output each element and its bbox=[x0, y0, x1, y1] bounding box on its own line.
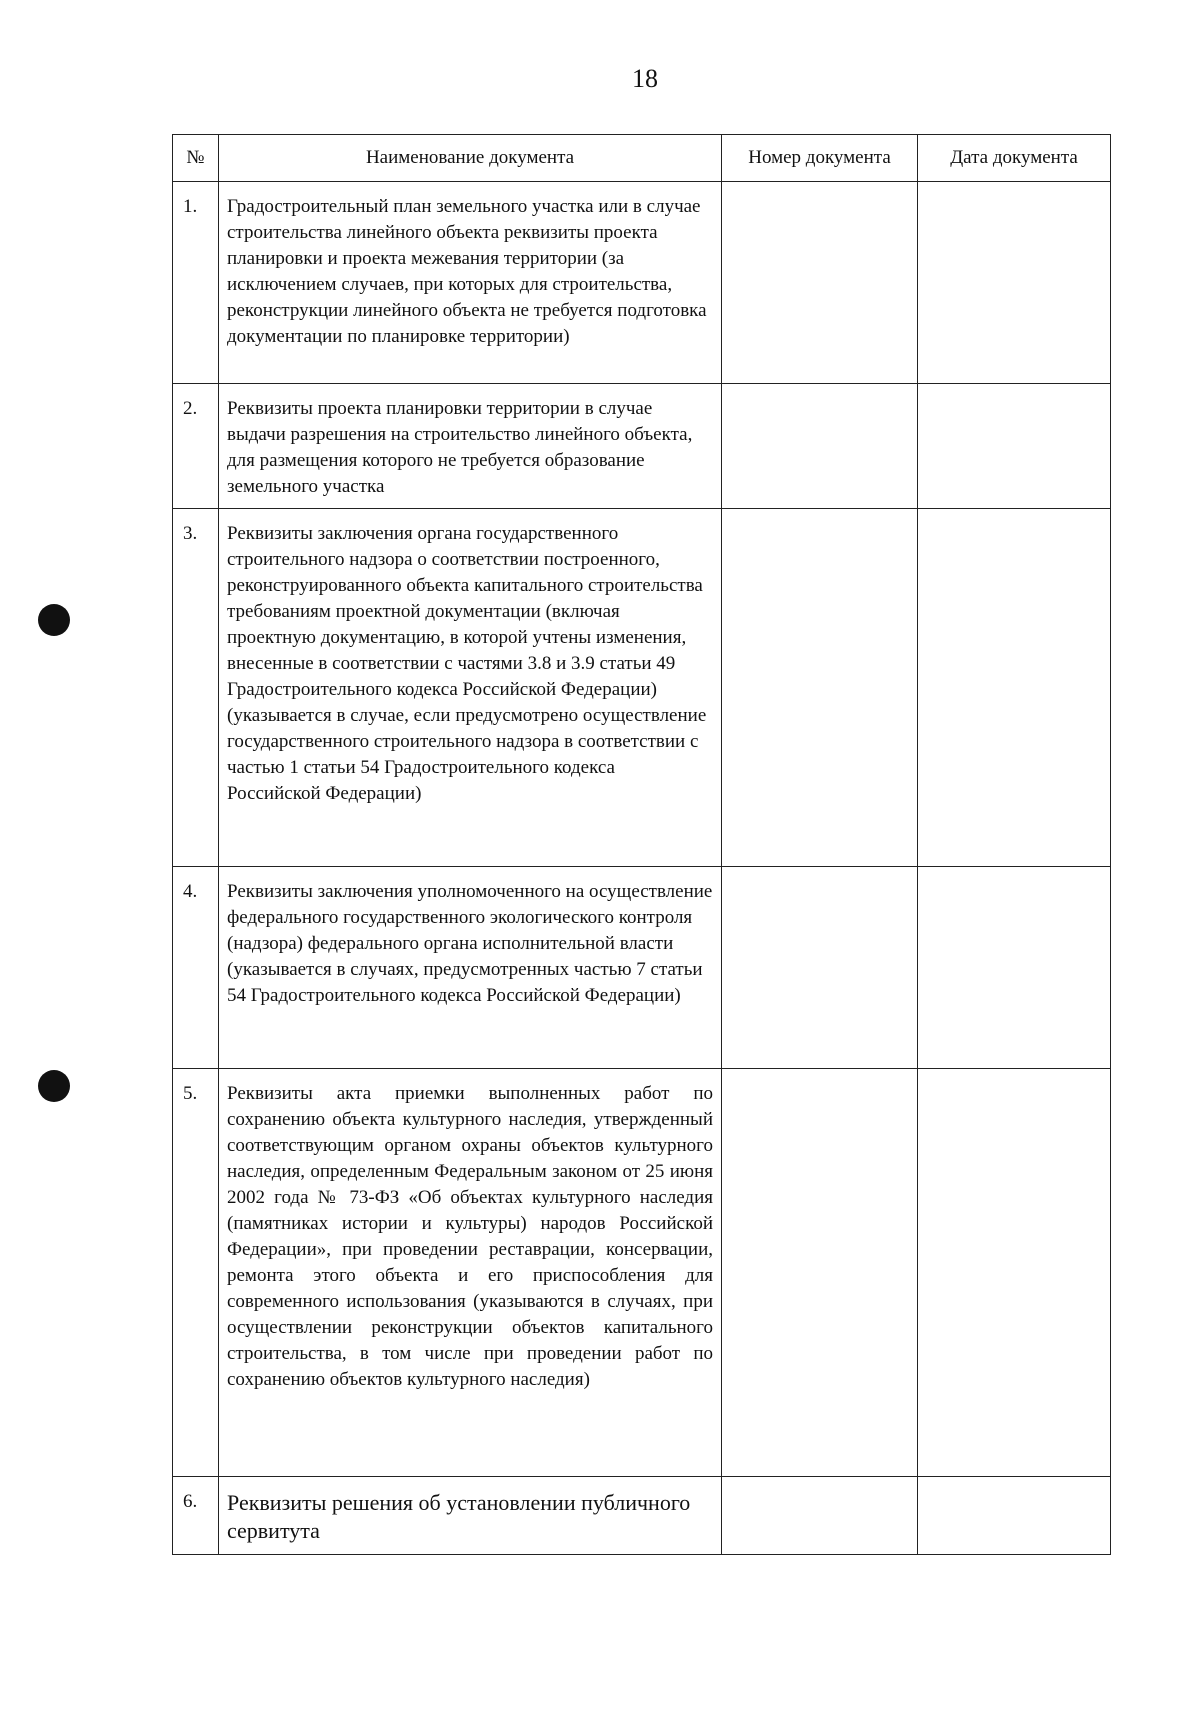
row-doc-number bbox=[722, 182, 918, 384]
table-header-row bbox=[173, 135, 1111, 182]
header-num: № bbox=[173, 135, 219, 182]
row-name: Реквизиты решения об установлении публичного сервитута bbox=[219, 1477, 722, 1555]
row-doc-number bbox=[722, 384, 918, 509]
documents-table bbox=[172, 134, 1111, 1555]
row-num: 1. bbox=[173, 182, 219, 384]
row-doc-date bbox=[918, 1477, 1111, 1555]
row-num: 2. bbox=[173, 384, 219, 509]
table-row bbox=[173, 384, 1111, 509]
row-name: Реквизиты заключения уполномоченного на осуществление федерального государственного экологического контроля (надзора) федерального органа исполнительной власти (указывается в случаях, предусмотренных частью 7 статьи 54 Градостроительного кодекса Российской Федерации) bbox=[219, 867, 722, 1069]
table-row bbox=[173, 867, 1111, 1069]
row-num: 4. bbox=[173, 867, 219, 1069]
row-doc-date bbox=[918, 182, 1111, 384]
row-name: Градостроительный план земельного участка или в случае строительства линейного объекта реквизиты проекта планировки и проекта межевания территории (за исключением случаев, при которых для строительства, реконструкции линейного объекта не требуется подготовка документации по планировке территории) bbox=[219, 182, 722, 384]
row-num: 3. bbox=[173, 509, 219, 867]
row-doc-number bbox=[722, 1477, 918, 1555]
table-row bbox=[173, 509, 1111, 867]
row-doc-date bbox=[918, 509, 1111, 867]
header-doc-date: Дата документа bbox=[918, 135, 1111, 182]
page-number: 18 bbox=[632, 64, 658, 93]
row-num: 6. bbox=[173, 1477, 219, 1555]
header-name: Наименование документа bbox=[219, 135, 722, 182]
row-name: Реквизиты акта приемки выполненных работ по сохранению объекта культурного наследия, утвержденный соответствующим органом охраны объектов культурного наследия, определенным Федеральным законом от 25 июня 2002 года № 73-ФЗ «Об объектах культурного наследия (памятниках истории и культуры) народов Российской Федерации», при проведении реставрации, консервации, ремонта этого объекта и его приспособления для современного использования (указываются в случаях, при осуществлении реконструкции объектов капитального строительства, в том числе при проведении работ по сохранению объектов культурного наследия) bbox=[219, 1069, 722, 1477]
row-name: Реквизиты проекта планировки территории в случае выдачи разрешения на строительство линейного объекта, для размещения которого не требуется образование земельного участка bbox=[219, 384, 722, 509]
table-row bbox=[173, 1477, 1111, 1555]
row-num: 5. bbox=[173, 1069, 219, 1477]
punch-hole-bottom bbox=[38, 1070, 70, 1102]
table-row bbox=[173, 1069, 1111, 1477]
row-doc-number bbox=[722, 509, 918, 867]
row-doc-date bbox=[918, 867, 1111, 1069]
row-doc-number bbox=[722, 867, 918, 1069]
row-doc-date bbox=[918, 1069, 1111, 1477]
row-doc-number bbox=[722, 1069, 918, 1477]
row-name: Реквизиты заключения органа государственного строительного надзора о соответствии построенного, реконструированного объекта капитального строительства требованиям проектной документации (включая проектную документацию, в которой учтены изменения, внесенные в соответствии с частями 3.8 и 3.9 статьи 49 Градостроительного кодекса Российской Федерации) (указывается в случае, если предусмотрено осуществление государственного строительного надзора в соответствии с частью 1 статьи 54 Градостроительного кодекса Российской Федерации) bbox=[219, 509, 722, 867]
header-doc-number: Номер документа bbox=[722, 135, 918, 182]
row-doc-date bbox=[918, 384, 1111, 509]
table-row bbox=[173, 182, 1111, 384]
punch-hole-top bbox=[38, 604, 70, 636]
